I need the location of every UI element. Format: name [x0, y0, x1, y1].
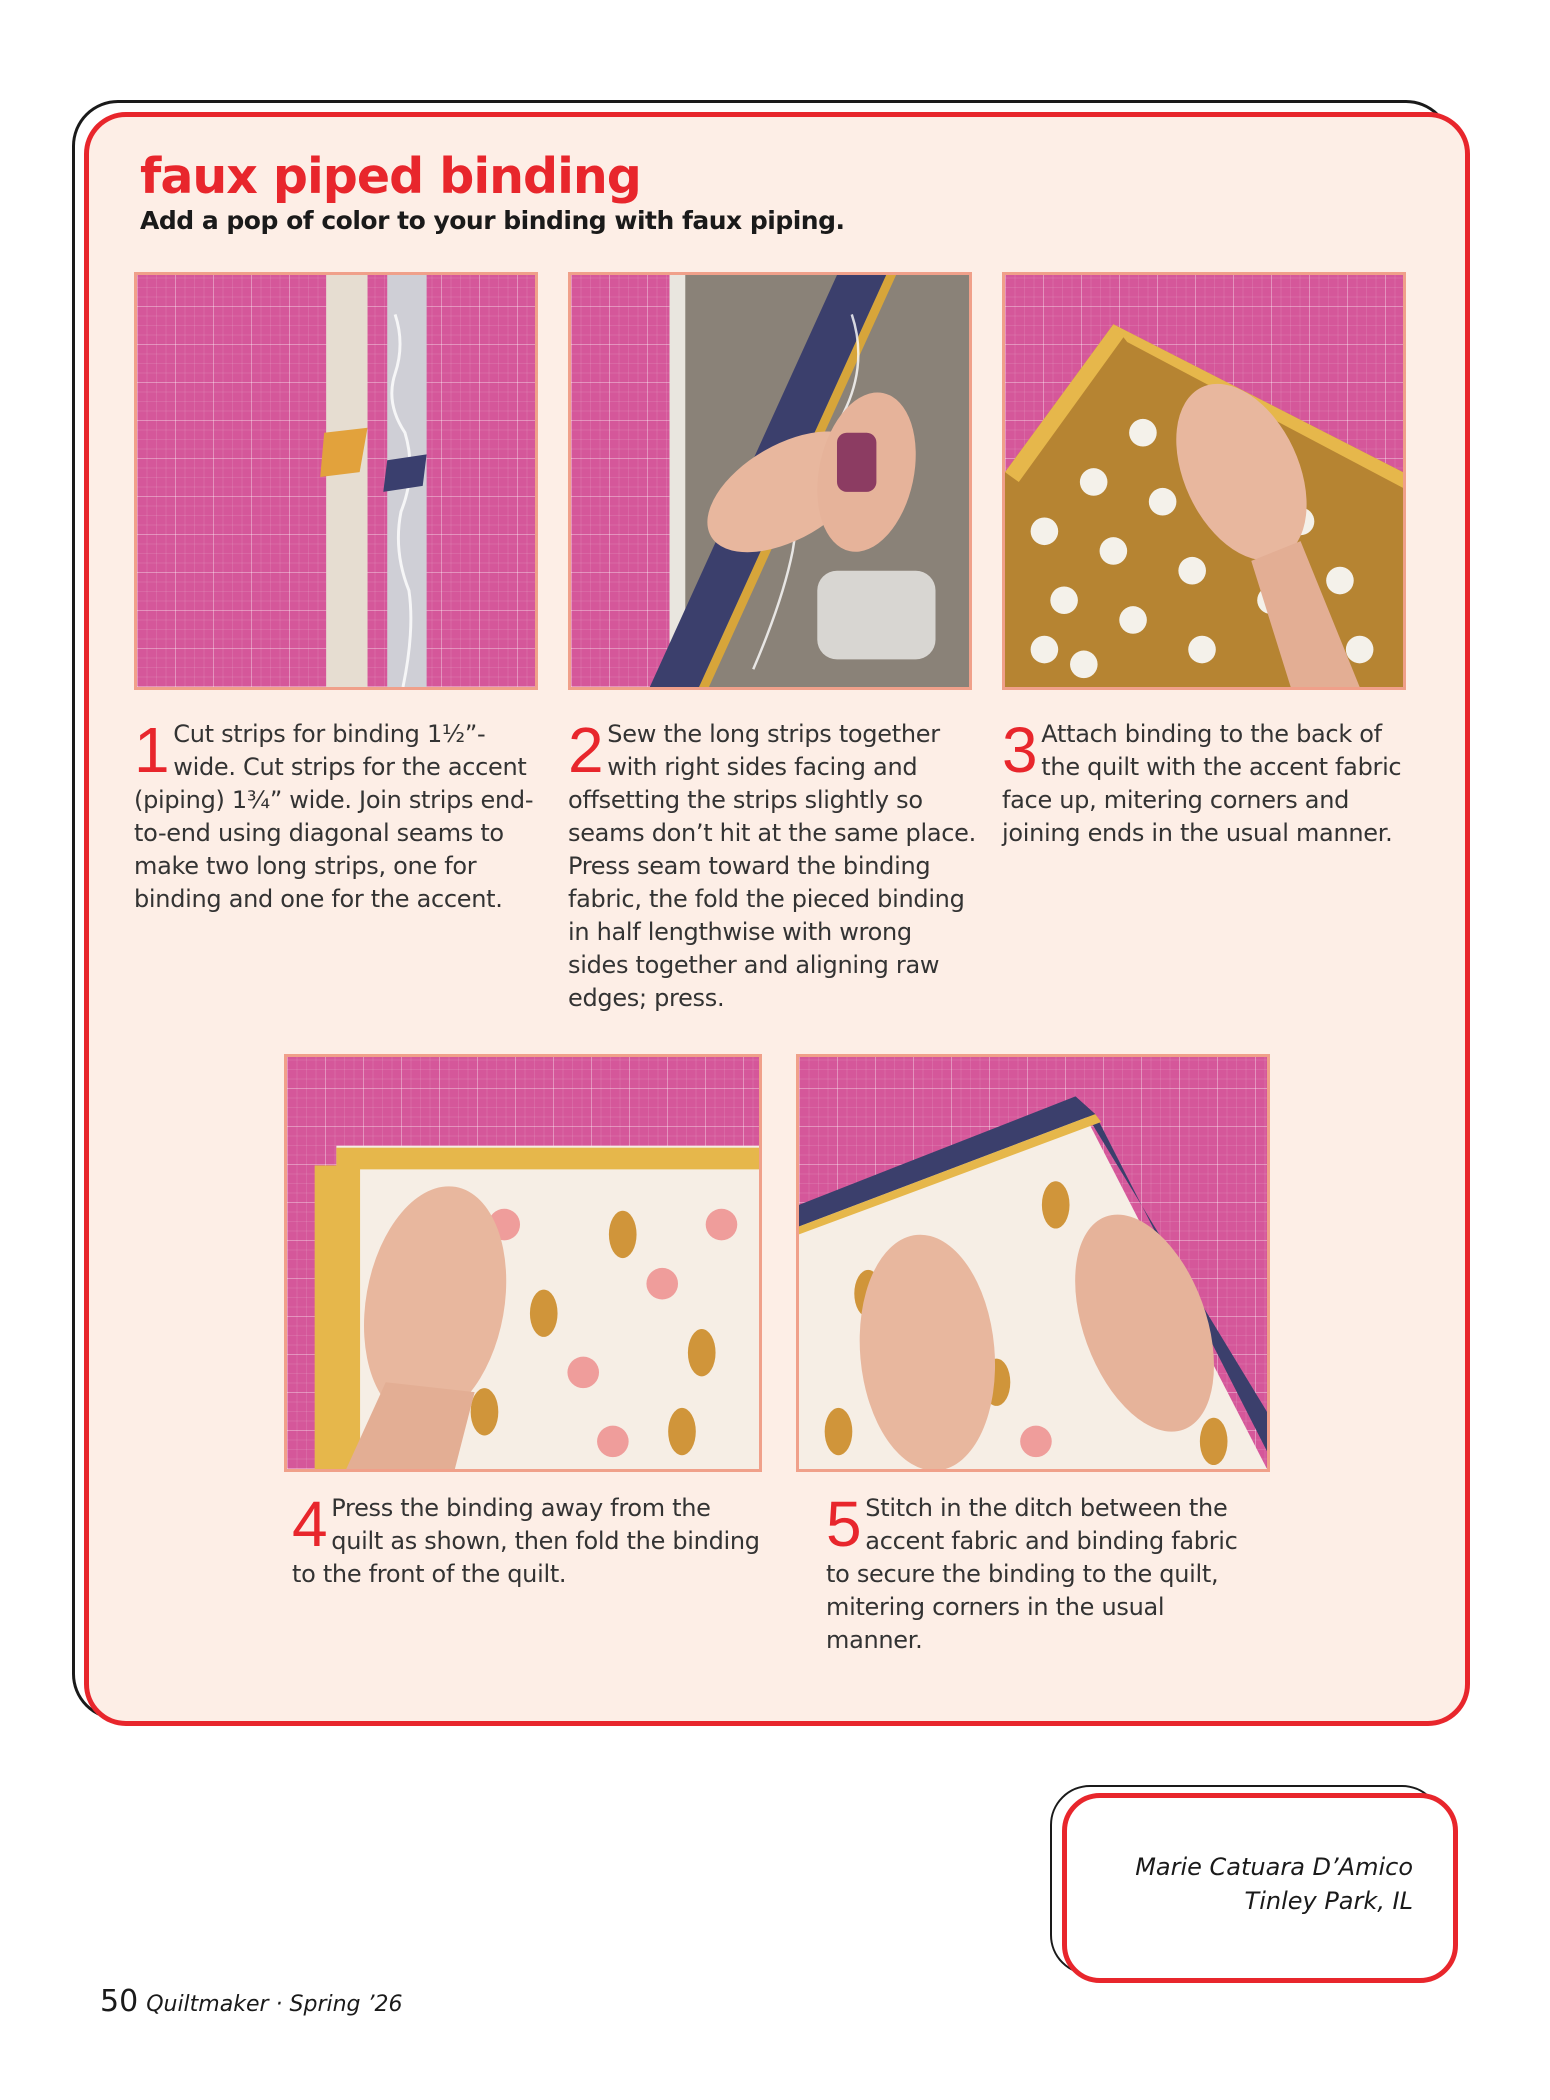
step-1-body: Cut strips for binding 1½”-wide. Cut strips for the accent (piping) 1¾” wide. Join strips end-to-end using diagonal seams to make two long strips, one for binding and one for the accent.	[134, 720, 534, 913]
step-3-number: 3	[1002, 714, 1038, 786]
step-1-photo	[134, 272, 538, 690]
step-1-number: 1	[134, 714, 170, 786]
credit-text	[1135, 1850, 1413, 1918]
step-1-text	[134, 714, 544, 916]
step-2-text	[568, 714, 978, 1015]
designer-name: Marie Catuara D’Amico	[1135, 1853, 1413, 1881]
page-number: 50	[100, 1984, 139, 2019]
step-4-photo	[284, 1054, 762, 1472]
pressing-seam-photo	[571, 275, 969, 687]
page-footer	[100, 1984, 403, 2019]
publication-name: Quiltmaker · Spring ’26	[146, 1992, 403, 2017]
step-4-number: 4	[292, 1488, 328, 1560]
step-4-text	[292, 1488, 766, 1591]
step-3-photo	[1002, 272, 1406, 690]
step-3-text	[1002, 714, 1412, 850]
credit-box	[1062, 1793, 1458, 1983]
step-5-text	[826, 1488, 1246, 1657]
page-title: faux piped binding	[140, 148, 641, 205]
designer-location: Tinley Park, IL	[1244, 1887, 1413, 1915]
step-4-body: Press the binding away from the quilt as shown, then fold the binding to the front of the quilt.	[292, 1494, 760, 1588]
step-3-body: Attach binding to the back of the quilt with the accent fabric face up, mitering corners and joining ends in the usual manner.	[1002, 720, 1402, 847]
step-5-photo	[796, 1054, 1270, 1472]
step-2-number: 2	[568, 714, 604, 786]
step-2-body: Sew the long strips together with right sides facing and offsetting the strips slightly so seams don’t hit at the same place. Press seam toward the binding fabric, the fold the pieced binding in half lengthwise with wrong sides together and aligning raw edges; press.	[568, 720, 976, 1012]
attaching-binding-photo	[1005, 275, 1403, 687]
stitching-ditch-photo	[799, 1057, 1267, 1469]
step-5-number: 5	[826, 1488, 862, 1560]
page-subtitle: Add a pop of color to your binding with faux piping.	[140, 206, 845, 235]
step-2-photo	[568, 272, 972, 690]
step-5-body: Stitch in the ditch between the accent fabric and binding fabric to secure the binding to the quilt, mitering corners in the usual manner.	[826, 1494, 1238, 1654]
folding-binding-photo	[287, 1057, 759, 1469]
binding-strips-photo	[137, 275, 535, 687]
